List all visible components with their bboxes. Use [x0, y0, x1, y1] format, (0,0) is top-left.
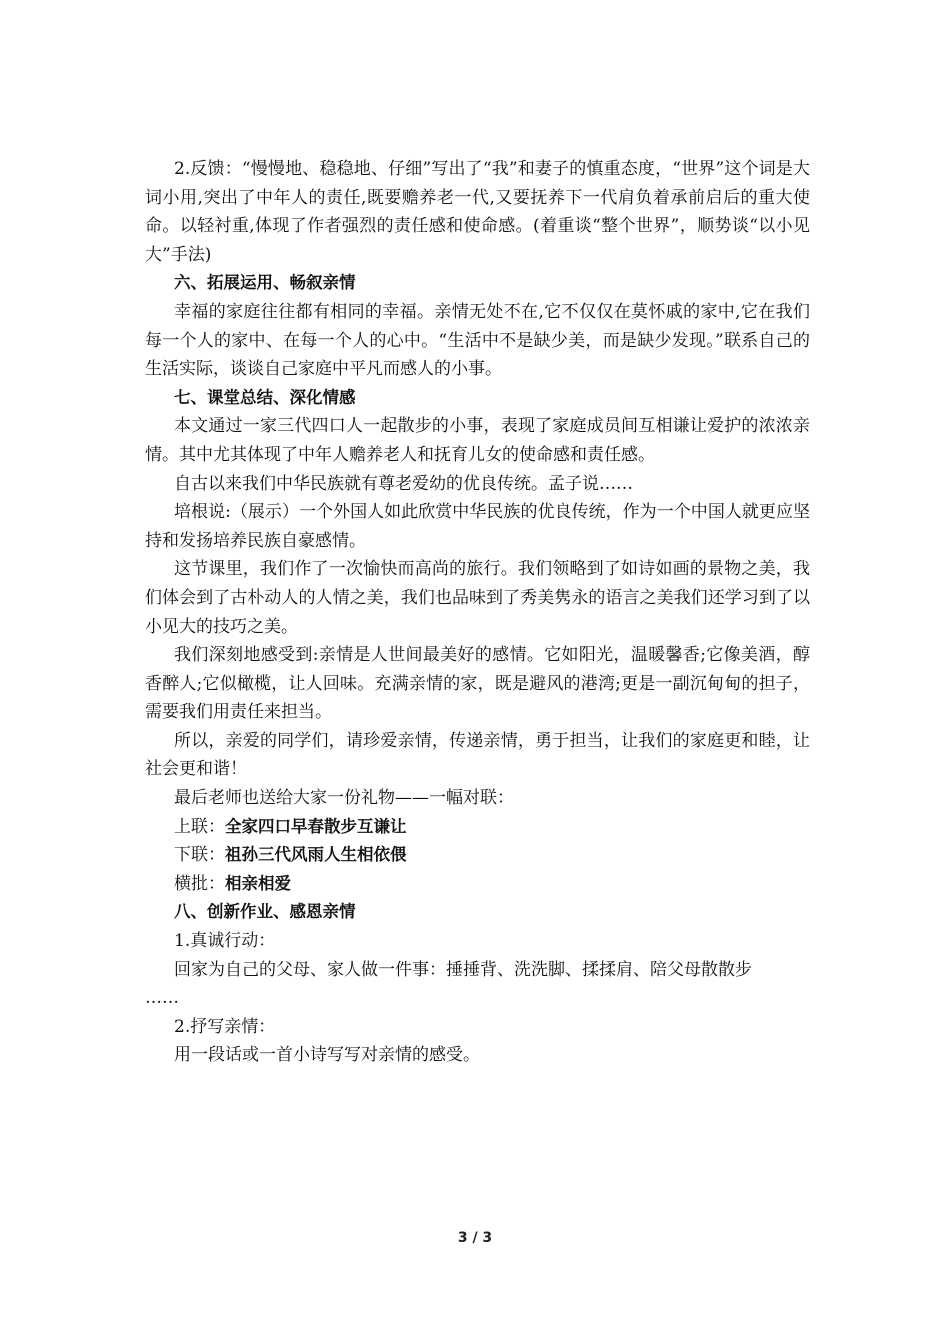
couplet-lower — [145, 841, 810, 870]
couplet-lower-label: 下联： — [174, 845, 225, 866]
summary-paragraph-3: 培根说:（展示）一个外国人如此欣赏中华民族的优良传统，作为一个中国人就更应坚持和发扬培养民族自豪感情。 — [145, 502, 810, 551]
summary-paragraph-6: 所以，亲爱的同学们，请珍爱亲情，传递亲情，勇于担当，让我们的家庭更和睦，让社会更和谐！ — [145, 730, 810, 780]
summary-paragraph-1: 本文通过一家三代四口人一起散步的小事，表现了家庭成员间互相谦让爱护的浓浓亲情。其中尤其体现了中年人赡养老人和抚育儿女的使命感和责任感。 — [145, 416, 810, 465]
couplet-banner-text: 相亲相爱 — [225, 873, 291, 893]
homework-item-1-text: 回家为自己的父母、家人做一件事：捶捶背、洗洗脚、揉揉肩、陪父母散散步 — [174, 959, 752, 980]
homework-item-2-title: 2.抒写亲情： — [174, 1016, 276, 1037]
summary-paragraph-5: 我们深刻地感受到:亲情是人世间最美好的感情。它如阳光，温暖馨香;它像美酒，醇香醉人;它似橄榄，让人回味。充满亲情的家，既是避风的港湾;更是一副沉甸甸的担子，需要我们用责任来担当。 — [145, 645, 810, 723]
couplet-upper-text: 全家四口早春散步互谦让 — [225, 816, 407, 836]
couplet-banner — [145, 870, 810, 899]
document-body — [145, 155, 810, 1070]
homework-item-2-text: 用一段话或一首小诗写写对亲情的感受。 — [174, 1045, 480, 1066]
section-heading-7: 七、课堂总结、深化情感 — [174, 387, 356, 407]
homework-item-1-ellipsis: …… — [145, 988, 179, 1009]
summary-paragraph-7: 最后老师也送给大家一份礼物——一幅对联： — [174, 788, 514, 809]
couplet-upper-label: 上联： — [174, 816, 225, 837]
homework-item-1-title: 1.真诚行动： — [174, 931, 276, 952]
section-6-paragraph: 幸福的家庭往往都有相同的幸福。亲情无处不在,它不仅仅在莫怀戚的家中,它在我们每一个人的家中、在每一个人的心中。“生活中不是缺少美，而是缺少发现。”联系自己的生活实际，谈谈自己家庭中平凡而感人的小事。 — [145, 301, 810, 380]
summary-paragraph-2: 自古以来我们中华民族就有尊老爱幼的优良传统。孟子说…… — [174, 473, 633, 494]
couplet-banner-label: 横批： — [174, 873, 225, 894]
couplet-upper — [145, 813, 810, 842]
page-number: 3 / 3 — [457, 1230, 493, 1246]
couplet-lower-text: 祖孙三代风雨人生相依偎 — [225, 845, 407, 865]
summary-paragraph-4: 这节课里，我们作了一次愉快而高尚的旅行。我们领略到了如诗如画的景物之美，我们体会到了古朴动人的人情之美，我们也品味到了秀美隽永的语言之美我们还学习到了以小见大的技巧之美。 — [145, 559, 810, 637]
section-heading-6: 六、拓展运用、畅叙亲情 — [174, 273, 356, 293]
section-heading-8: 八、创新作业、感恩亲情 — [174, 902, 356, 922]
feedback-paragraph: 2.反馈：“慢慢地、稳稳地、仔细”写出了“我”和妻子的慎重态度，“世界”这个词是大词小用,突出了中年人的责任,既要赡养老一代,又要抚养下一代肩负着承前启后的重大使命。以轻衬重,体现了作者强烈的责任感和使命感。(着重谈“整个世界”，顺势谈“以小见大”手法) — [145, 159, 810, 265]
